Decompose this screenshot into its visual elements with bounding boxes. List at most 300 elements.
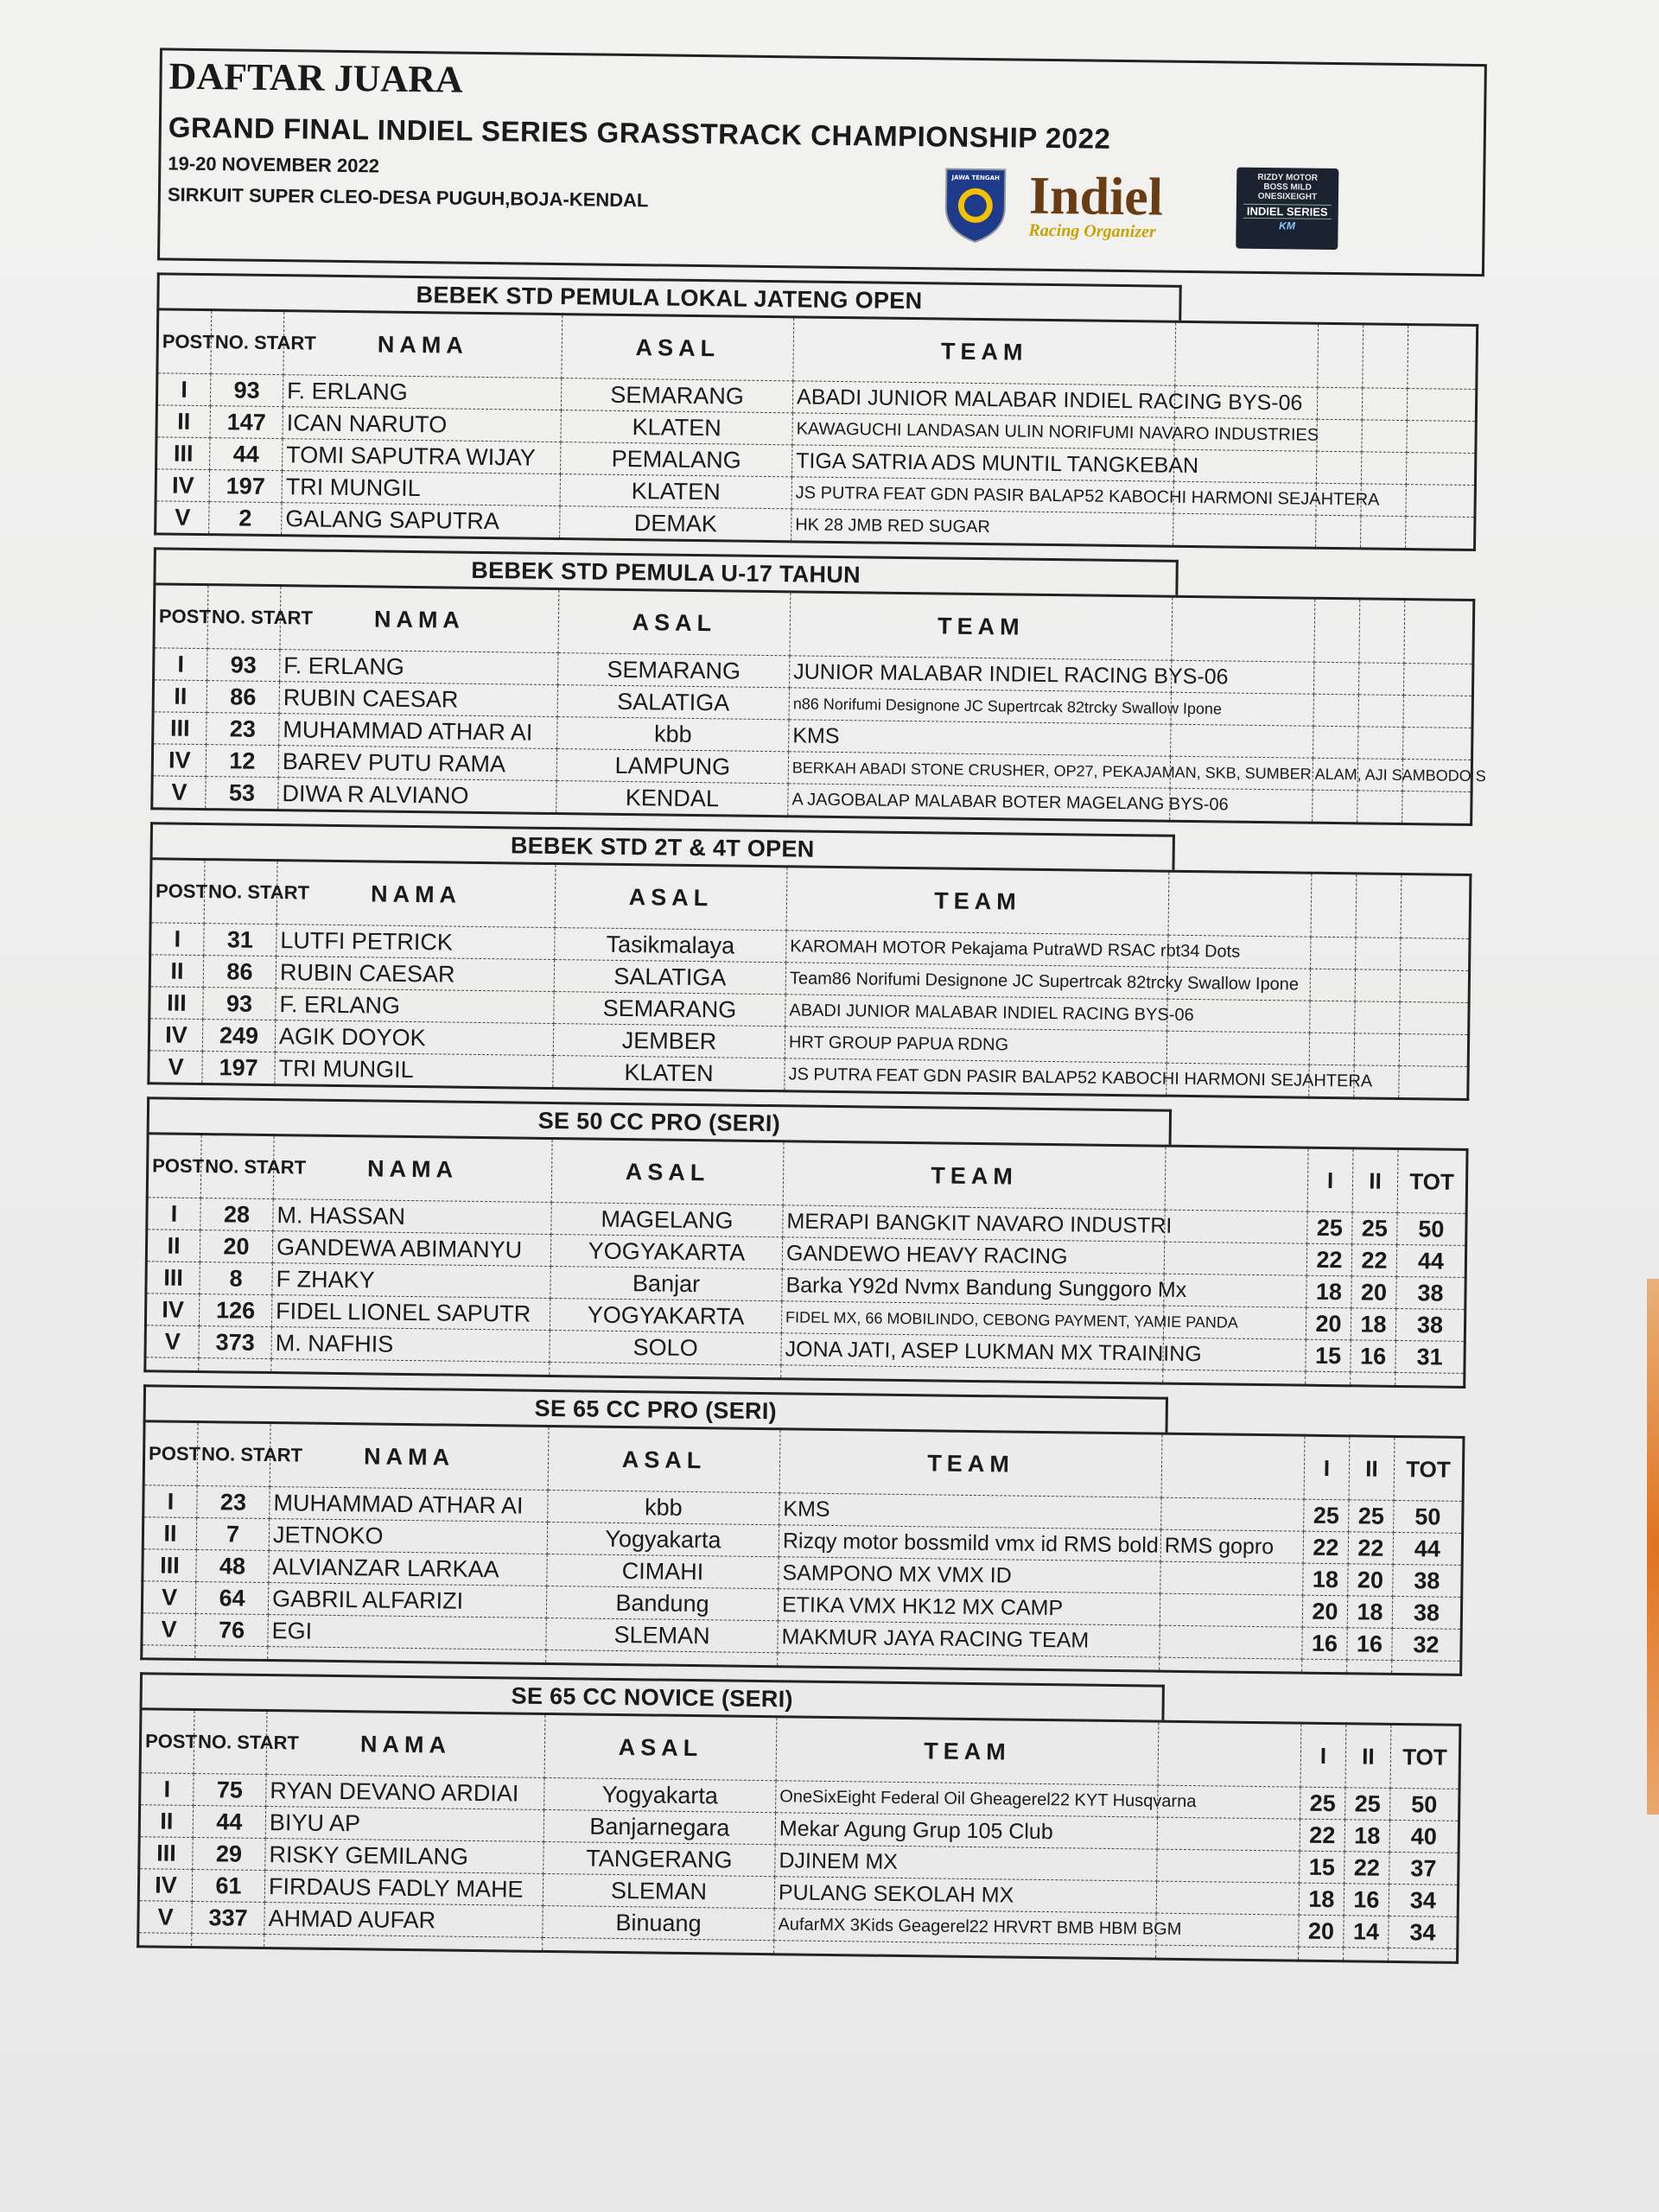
round-1-score-cell: 16 — [1302, 1627, 1347, 1660]
team-cell: HK 28 JMB RED SUGAR — [791, 509, 1173, 546]
blank-cell — [192, 1933, 264, 1948]
results-section — [118, 1096, 1455, 1389]
blank-cell — [1166, 1031, 1309, 1065]
round-2-score-cell: 20 — [1348, 1564, 1393, 1597]
rider-name-cell: RUBIN CAESAR — [279, 682, 557, 717]
position-cell: IV — [149, 1019, 202, 1052]
header-round-2: II — [1345, 1724, 1391, 1789]
results-section — [121, 822, 1446, 1101]
rider-name-cell: BIYU AP — [265, 1807, 543, 1842]
position-cell: V — [156, 501, 209, 535]
origin-cell: SLEMAN — [546, 1618, 778, 1652]
blank-cell — [1299, 1947, 1344, 1961]
origin-cell: JEMBER — [553, 1024, 785, 1058]
results-table — [140, 1420, 1465, 1676]
round-2-score-cell: 25 — [1349, 1500, 1394, 1533]
results-table — [154, 308, 1478, 551]
round-1-score-cell — [1313, 726, 1358, 759]
header-no-start: NO. START — [200, 1135, 274, 1199]
round-2-score-cell: 14 — [1344, 1916, 1389, 1948]
header-nama: NAMA — [283, 311, 563, 378]
round-1-score-cell: 20 — [1306, 1307, 1351, 1340]
rider-name-cell: F. ERLANG — [276, 988, 554, 1024]
round-2-score-cell: 18 — [1347, 1596, 1392, 1629]
blank-cell — [1395, 1372, 1465, 1387]
results-section — [111, 1672, 1447, 1964]
rider-name-cell: M. HASSAN — [273, 1199, 551, 1235]
team-cell: KAWAGUCHI LANDASAN ULIN NORIFUMI NAVARO INDUSTRIES — [792, 413, 1174, 449]
header-round-1: I — [1304, 1435, 1350, 1500]
start-number-cell: 197 — [209, 470, 282, 503]
rider-name-cell: JETNOKO — [269, 1519, 547, 1554]
position-cell: I — [156, 373, 210, 406]
total-score-cell: 32 — [1392, 1628, 1461, 1661]
total-score-cell — [1403, 728, 1472, 760]
round-2-score-cell — [1354, 1033, 1399, 1066]
round-2-score-cell — [1357, 791, 1402, 824]
position-cell: III — [146, 1262, 200, 1294]
start-number-cell: 7 — [196, 1518, 269, 1551]
section-title: BEBEK STD PEMULA U-17 TAHUN — [153, 547, 1178, 594]
position-cell: I — [150, 923, 204, 956]
blank-cell — [1161, 1497, 1304, 1531]
position-cell: V — [138, 1901, 192, 1934]
total-score-cell — [1406, 453, 1475, 486]
team-cell: ABADI JUNIOR MALABAR INDIEL RACING BYS-06 — [785, 995, 1167, 1031]
results-section — [124, 547, 1486, 826]
header-asal: ASAL — [558, 589, 791, 656]
position-cell: IV — [138, 1869, 192, 1902]
position-cell: IV — [145, 1294, 199, 1326]
round-2-score-cell: 22 — [1344, 1852, 1389, 1885]
origin-cell: Yogyakarta — [544, 1777, 776, 1812]
header-asal: ASAL — [551, 1139, 784, 1205]
jawa-tengah-shield-logo — [942, 163, 1008, 244]
start-number-cell: 44 — [193, 1805, 265, 1838]
blank-cell — [1351, 1372, 1395, 1387]
header-pos: POST — [154, 584, 208, 649]
header-total — [1408, 325, 1478, 390]
blank-cell — [1160, 1561, 1303, 1595]
position-cell: III — [153, 712, 207, 745]
header-round-2 — [1356, 874, 1402, 938]
team-cell: Rizqy motor bossmild vmx id RMS bold RMS gopro — [779, 1525, 1160, 1561]
total-score-cell: 38 — [1395, 1308, 1465, 1341]
header-team: TEAM — [779, 1429, 1162, 1497]
position-cell: I — [147, 1198, 200, 1230]
header-asal: ASAL — [562, 315, 794, 381]
round-2-score-cell — [1362, 420, 1407, 453]
header-blank — [1172, 596, 1315, 662]
rider-name-cell: FIDEL LIONEL SAPUTR — [271, 1295, 550, 1331]
results-document — [111, 48, 1486, 1964]
round-2-score-cell: 16 — [1344, 1884, 1389, 1916]
blank-cell — [1173, 513, 1316, 548]
blank-cell — [264, 1935, 543, 1952]
header-total: TOT — [1390, 1724, 1460, 1789]
header-pos: POST — [157, 309, 212, 374]
total-score-cell: 50 — [1394, 1500, 1463, 1533]
results-section — [114, 1384, 1451, 1676]
start-number-cell: 53 — [206, 777, 278, 810]
header-round-2 — [1359, 599, 1405, 664]
origin-cell: SALATIGA — [554, 960, 785, 995]
blank-cell — [1164, 1242, 1306, 1275]
rider-name-cell: LUTFI PETRICK — [276, 925, 555, 960]
start-number-cell: 93 — [210, 374, 283, 407]
section-title: SE 65 CC PRO (SERI) — [143, 1384, 1168, 1432]
results-table — [137, 1707, 1461, 1964]
team-cell: OneSixEight Federal Oil Gheagerel22 KYT Husqvarna — [776, 1781, 1158, 1817]
round-2-score-cell: 16 — [1351, 1340, 1395, 1373]
total-score-cell: 34 — [1389, 1884, 1458, 1916]
position-cell: V — [142, 1581, 195, 1614]
start-number-cell: 48 — [196, 1550, 269, 1583]
total-score-cell: 40 — [1389, 1820, 1459, 1853]
rider-name-cell: RYAN DEVANO ARDIAI — [266, 1775, 544, 1810]
total-score-cell: 38 — [1392, 1596, 1461, 1629]
team-cell: FIDEL MX, 66 MOBILINDO, CEBONG PAYMENT, YAMIE PANDA — [781, 1301, 1163, 1338]
header-asal: ASAL — [555, 864, 787, 931]
header-blank — [1175, 321, 1319, 387]
origin-cell: TANGERANG — [543, 1841, 775, 1876]
team-cell: TIGA SATRIA ADS MUNTIL TANGKEBAN — [791, 445, 1173, 481]
position-cell: II — [146, 1230, 200, 1262]
badge-line-4: INDIEL SERIES — [1243, 204, 1332, 219]
position-cell: V — [142, 1613, 195, 1646]
header-total — [1401, 874, 1471, 938]
round-1-score-cell — [1317, 387, 1362, 420]
round-1-score-cell: 25 — [1304, 1499, 1349, 1532]
round-1-score-cell — [1311, 937, 1356, 969]
round-2-score-cell: 22 — [1348, 1532, 1393, 1565]
origin-cell: Binuang — [543, 1905, 774, 1940]
round-1-score-cell: 22 — [1300, 1819, 1344, 1852]
round-2-score-cell — [1361, 452, 1406, 485]
blank-cell — [1165, 1210, 1307, 1243]
origin-cell: Banjar — [550, 1266, 782, 1300]
team-cell: AufarMX 3Kids Geagerel22 HRVRT BMB HBM BGM — [774, 1909, 1156, 1945]
team-cell: KMS — [789, 720, 1171, 756]
position-cell: III — [149, 987, 203, 1020]
rider-name-cell: BAREV PUTU RAMA — [278, 746, 556, 781]
rider-name-cell: MUHAMMAD ATHAR AI — [279, 714, 557, 749]
team-cell: KAROMAH MOTOR Pekajama PutraWD RSAC rbt34 Dots — [786, 931, 1168, 967]
section-title: BEBEK STD PEMULA LOKAL JATENG OPEN — [156, 272, 1181, 320]
blank-cell — [199, 1358, 271, 1373]
round-1-score-cell: 25 — [1300, 1787, 1345, 1820]
total-score-cell — [1399, 1065, 1468, 1099]
origin-cell: KLATEN — [560, 474, 791, 509]
shield-logo-text: JAWA TENGAH — [951, 174, 1000, 182]
section-title: SE 50 CC PRO (SERI) — [147, 1096, 1172, 1144]
header-team: TEAM — [793, 317, 1176, 385]
position-cell: II — [143, 1517, 196, 1550]
header-blank — [1165, 1146, 1308, 1211]
blank-cell — [1160, 1593, 1302, 1627]
total-score-cell: 50 — [1390, 1788, 1459, 1821]
team-cell: SAMPONO MX VMX ID — [779, 1557, 1160, 1593]
rider-name-cell: TOMI SAPUTRA WIJAY — [283, 439, 561, 474]
header-blank — [1158, 1721, 1301, 1787]
section-title: BEBEK STD 2T & 4T OPEN — [150, 822, 1175, 869]
header-no-start: NO. START — [211, 310, 284, 375]
rider-name-cell: GALANG SAPUTRA — [282, 503, 560, 539]
team-cell: KMS — [779, 1493, 1161, 1529]
blank-cell — [1302, 1659, 1347, 1674]
start-number-cell: 20 — [200, 1230, 272, 1263]
header-no-start: NO. START — [207, 585, 281, 650]
total-score-cell: 44 — [1396, 1244, 1465, 1277]
rider-name-cell: F. ERLANG — [283, 375, 561, 410]
start-number-cell: 44 — [210, 438, 283, 471]
blank-cell — [1156, 1881, 1299, 1915]
blank-cell — [543, 1937, 774, 1954]
round-2-score-cell: 18 — [1351, 1308, 1395, 1341]
round-2-score-cell: 16 — [1347, 1628, 1392, 1661]
start-number-cell: 23 — [207, 713, 279, 746]
round-2-score-cell — [1358, 695, 1403, 728]
blank-cell — [138, 1933, 192, 1948]
header-blank — [1168, 871, 1312, 937]
header-nama: NAMA — [280, 586, 559, 653]
total-score-cell: 44 — [1393, 1532, 1462, 1565]
round-2-score-cell: 25 — [1352, 1212, 1397, 1245]
position-cell: III — [156, 437, 210, 470]
header-round-1: I — [1307, 1147, 1353, 1212]
team-cell: n86 Norifumi Designone JC Supertrcak 82trcky Swallow Ipone — [789, 688, 1171, 724]
start-number-cell: 28 — [200, 1198, 273, 1231]
rider-name-cell: RISKY GEMILANG — [265, 1839, 543, 1874]
round-2-score-cell — [1355, 1001, 1400, 1034]
blank-cell — [145, 1357, 199, 1372]
header-total: TOT — [1394, 1436, 1464, 1501]
blank-cell — [1157, 1849, 1300, 1883]
round-1-score-cell: 20 — [1302, 1595, 1347, 1628]
start-number-cell: 64 — [195, 1582, 268, 1615]
team-cell: MAKMUR JAYA RACING TEAM — [778, 1621, 1160, 1657]
start-number-cell: 31 — [204, 924, 276, 957]
rider-name-cell: ICAN NARUTO — [283, 407, 561, 442]
indiel-logo-text: Indiel — [1028, 166, 1164, 227]
total-score-cell: 37 — [1389, 1852, 1459, 1885]
origin-cell: KLATEN — [553, 1056, 785, 1091]
position-cell: I — [140, 1773, 194, 1806]
blank-cell — [1156, 1945, 1299, 1961]
total-score-cell — [1402, 791, 1471, 824]
header-nama: NAMA — [276, 861, 556, 928]
header-round-1 — [1311, 873, 1357, 938]
header-asal: ASAL — [544, 1713, 777, 1780]
indiel-series-badge-logo — [1236, 168, 1338, 250]
team-cell: MERAPI BANGKIT NAVARO INDUSTRI — [783, 1205, 1165, 1242]
origin-cell: LAMPUNG — [556, 749, 788, 784]
total-score-cell: 38 — [1393, 1564, 1462, 1597]
blank-cell — [1160, 1625, 1302, 1659]
round-2-score-cell — [1358, 727, 1403, 760]
blank-cell — [1157, 1817, 1300, 1851]
blank-cell — [1392, 1660, 1461, 1675]
header-pos: POST — [140, 1709, 194, 1774]
round-1-score-cell — [1316, 451, 1361, 484]
event-date: 19-20 NOVEMBER 2022 — [168, 152, 380, 177]
total-score-cell — [1403, 696, 1472, 728]
round-1-score-cell: 18 — [1303, 1563, 1348, 1596]
origin-cell: KLATEN — [561, 410, 792, 445]
position-cell: V — [145, 1325, 199, 1358]
origin-cell: SEMARANG — [558, 653, 790, 688]
origin-cell: SEMARANG — [561, 378, 792, 413]
round-1-score-cell — [1309, 1033, 1354, 1065]
header-blank — [1161, 1433, 1305, 1499]
team-cell: JONA JATI, ASEP LUKMAN MX TRAINING — [781, 1333, 1163, 1370]
round-1-score-cell: 25 — [1307, 1211, 1352, 1244]
team-cell: JS PUTRA FEAT GDN PASIR BALAP52 KABOCHI HARMONI SEJAHTERA — [791, 477, 1173, 513]
round-1-score-cell — [1310, 969, 1355, 1001]
blank-cell — [1389, 1948, 1458, 1962]
origin-cell: SALATIGA — [557, 685, 789, 720]
position-cell: IV — [152, 744, 206, 777]
header-pos: POST — [143, 1421, 198, 1486]
blank-cell — [271, 1359, 550, 1376]
rider-name-cell: AGIK DOYOK — [275, 1020, 553, 1056]
badge-line-5: KM — [1279, 219, 1295, 232]
results-table — [150, 582, 1486, 826]
rider-name-cell: FIRDAUS FADLY MAHE — [264, 1871, 543, 1906]
start-number-cell: 197 — [202, 1052, 275, 1085]
start-number-cell: 8 — [200, 1262, 272, 1295]
total-score-cell — [1407, 421, 1476, 454]
total-score-cell: 38 — [1396, 1276, 1465, 1309]
round-1-score-cell — [1317, 419, 1362, 452]
header-round-1 — [1318, 323, 1363, 388]
team-cell: ETIKA VMX HK12 MX CAMP — [778, 1589, 1160, 1625]
event-title: GRAND FINAL INDIEL SERIES GRASSTRACK CHAMPIONSHIP 2022 — [168, 111, 1111, 155]
event-venue: SIRKUIT SUPER CLEO-DESA PUGUH,BOJA-KENDAL — [167, 183, 649, 212]
start-number-cell: 23 — [197, 1486, 270, 1519]
section-title: SE 65 CC NOVICE (SERI) — [140, 1672, 1165, 1719]
start-number-cell: 147 — [210, 406, 283, 439]
round-1-score-cell: 22 — [1303, 1531, 1348, 1564]
start-number-cell: 373 — [199, 1326, 271, 1359]
indiel-logo — [1028, 166, 1211, 254]
blank-cell — [1160, 1657, 1302, 1673]
blank-cell — [1344, 1948, 1389, 1962]
header-nama: NAMA — [266, 1711, 545, 1778]
header-round-2: II — [1352, 1148, 1398, 1213]
team-cell: JUNIOR MALABAR INDIEL RACING BYS-06 — [790, 656, 1172, 692]
total-score-cell — [1399, 1033, 1468, 1066]
header-total: TOT — [1397, 1148, 1467, 1213]
team-cell: PULANG SEKOLAH MX — [774, 1877, 1156, 1913]
start-number-cell: 86 — [203, 956, 276, 988]
position-cell: III — [139, 1837, 193, 1870]
blank-cell — [1163, 1370, 1306, 1385]
origin-cell: MAGELANG — [551, 1203, 783, 1237]
origin-cell: Yogyakarta — [547, 1522, 779, 1556]
team-cell: JS PUTRA FEAT GDN PASIR BALAP52 KABOCHI HARMONI SEJAHTERA — [785, 1058, 1166, 1096]
round-1-score-cell: 15 — [1300, 1851, 1344, 1884]
total-score-cell — [1400, 1001, 1469, 1034]
start-number-cell: 61 — [192, 1869, 264, 1902]
round-2-score-cell — [1362, 388, 1407, 421]
round-2-score-cell: 20 — [1351, 1276, 1396, 1309]
origin-cell: kbb — [557, 717, 789, 752]
team-cell: Barka Y92d Nvmx Bandung Sunggoro Mx — [782, 1269, 1164, 1306]
origin-cell: Banjarnegara — [543, 1809, 775, 1844]
results-table — [143, 1132, 1468, 1389]
blank-cell — [1171, 724, 1313, 758]
document-header — [157, 48, 1487, 276]
round-1-score-cell: 22 — [1306, 1243, 1351, 1276]
start-number-cell: 76 — [195, 1614, 268, 1647]
rider-name-cell: RUBIN CAESAR — [276, 957, 554, 992]
header-asal: ASAL — [548, 1426, 780, 1492]
origin-cell: CIMAHI — [547, 1554, 779, 1588]
blank-cell — [1347, 1660, 1392, 1675]
results-table — [147, 857, 1471, 1101]
team-cell: HRT GROUP PAPUA RDNG — [785, 1027, 1166, 1063]
team-cell: A JAGOBALAP MALABAR BOTER MAGELANG BYS-06 — [788, 784, 1170, 821]
header-round-1: I — [1300, 1723, 1346, 1788]
total-score-cell — [1403, 664, 1472, 696]
header-team: TEAM — [776, 1717, 1159, 1785]
round-1-score-cell — [1313, 790, 1357, 823]
origin-cell: SEMARANG — [554, 992, 785, 1027]
results-section — [128, 272, 1453, 551]
position-cell: V — [149, 1051, 202, 1084]
indiel-logo-subtext: Racing Organizer — [1028, 220, 1156, 242]
total-score-cell — [1400, 969, 1469, 1002]
header-round-1 — [1314, 598, 1360, 663]
origin-cell: KENDAL — [556, 781, 788, 817]
total-score-cell — [1407, 389, 1476, 422]
header-pos: POST — [150, 859, 205, 924]
round-1-score-cell — [1310, 1001, 1355, 1033]
rider-name-cell: TRI MUNGIL — [275, 1052, 553, 1089]
total-score-cell — [1401, 938, 1470, 970]
round-2-score-cell — [1356, 938, 1401, 970]
round-2-score-cell — [1358, 663, 1403, 696]
round-1-score-cell: 20 — [1299, 1915, 1344, 1948]
position-cell: II — [139, 1805, 193, 1838]
badge-line-2: BOSS MILD — [1263, 181, 1312, 193]
blank-cell — [195, 1646, 268, 1661]
rider-name-cell: DIWA R ALVIANO — [278, 778, 556, 814]
start-number-cell: 75 — [194, 1773, 266, 1806]
blank-cell — [142, 1645, 195, 1660]
position-cell: II — [153, 680, 207, 713]
header-total — [1404, 600, 1474, 664]
start-number-cell: 2 — [209, 502, 282, 536]
origin-cell: Tasikmalaya — [555, 928, 786, 963]
blank-cell — [550, 1362, 781, 1378]
start-number-cell: 86 — [207, 681, 279, 714]
start-number-cell: 29 — [193, 1837, 265, 1870]
total-score-cell: 34 — [1389, 1916, 1458, 1948]
blank-cell — [268, 1647, 546, 1664]
start-number-cell: 337 — [192, 1901, 264, 1934]
header-pos: POST — [147, 1134, 201, 1198]
blank-cell — [546, 1649, 778, 1666]
round-1-score-cell — [1313, 694, 1358, 727]
team-cell: DJINEM MX — [775, 1845, 1157, 1881]
start-number-cell: 126 — [199, 1294, 271, 1327]
rider-name-cell: GANDEWA ABIMANYU — [272, 1231, 550, 1267]
header-nama: NAMA — [270, 1423, 549, 1491]
round-2-score-cell: 22 — [1351, 1244, 1396, 1277]
header-round-2: II — [1349, 1436, 1395, 1501]
